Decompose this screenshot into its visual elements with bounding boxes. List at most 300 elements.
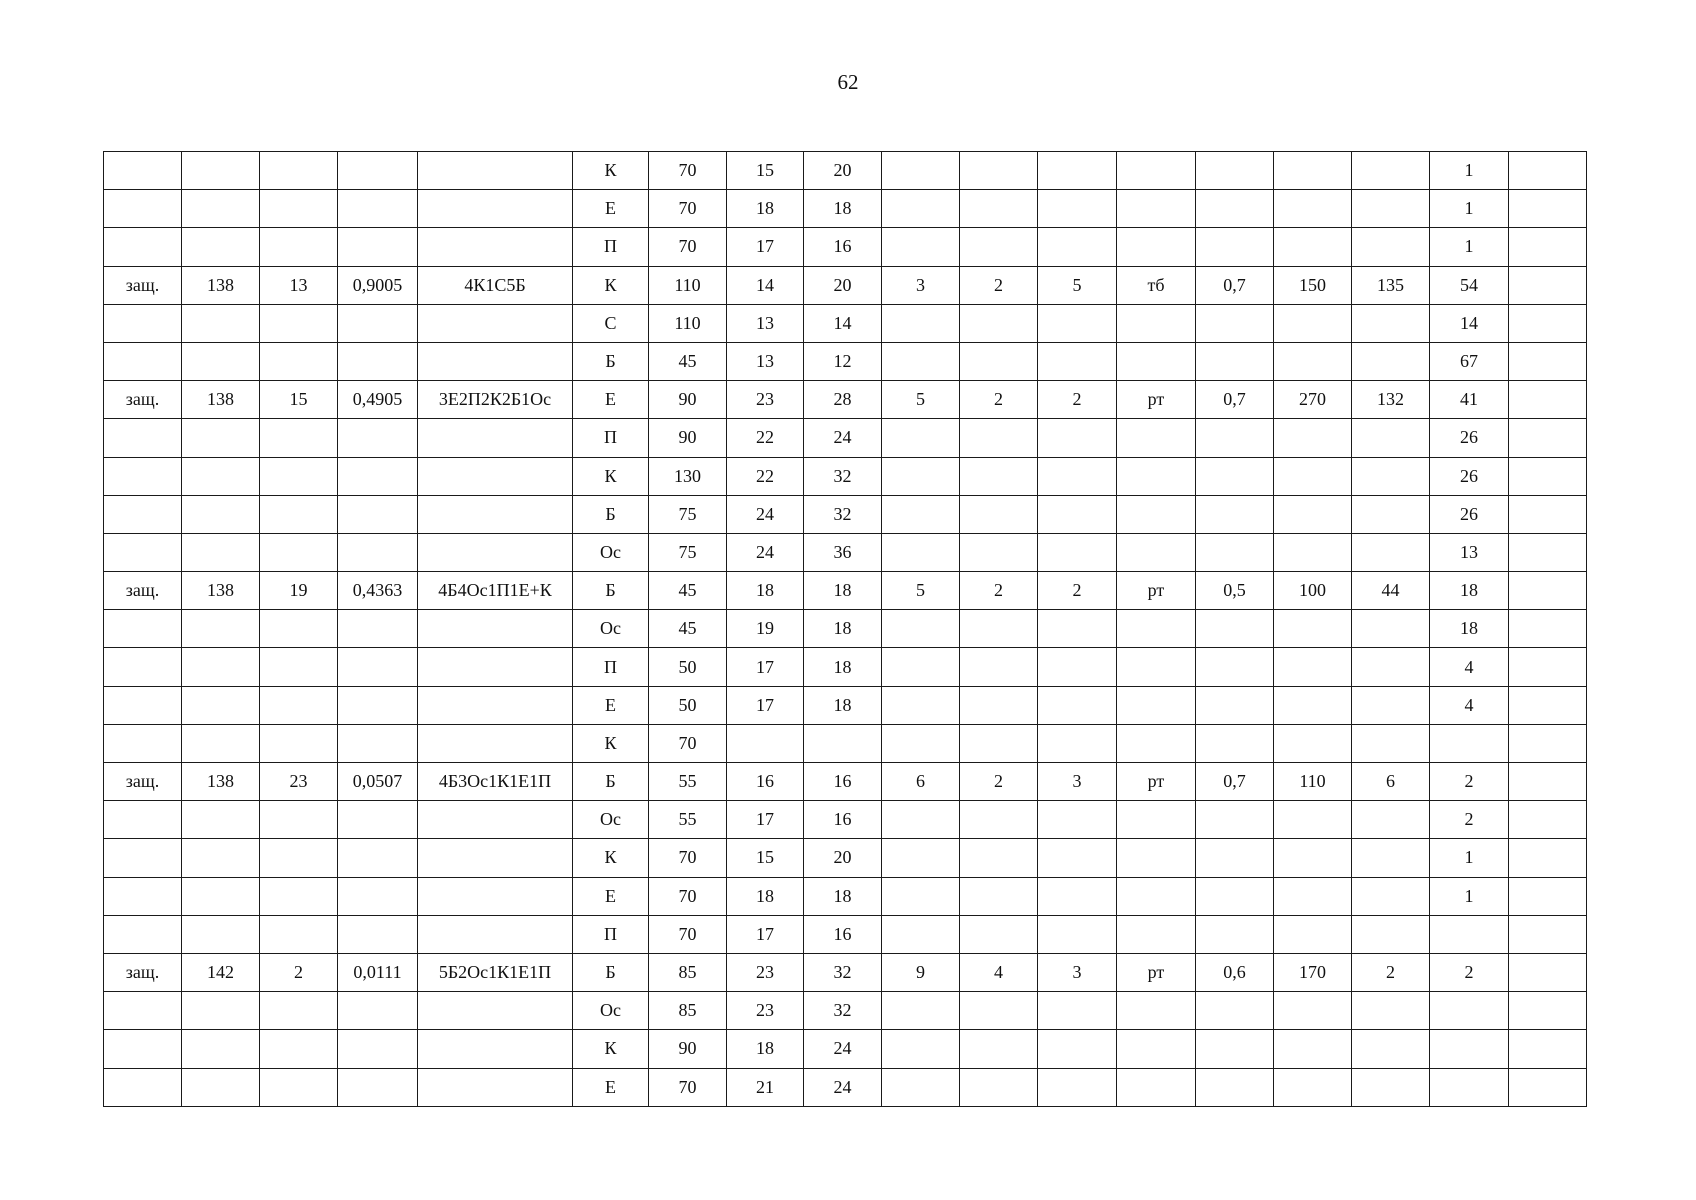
table-cell (1274, 152, 1352, 190)
table-cell (338, 686, 418, 724)
table-cell: 19 (727, 610, 804, 648)
table-cell (804, 724, 882, 762)
table-cell (1274, 495, 1352, 533)
table-cell (104, 419, 182, 457)
table-cell (1038, 495, 1117, 533)
table-cell: защ. (104, 763, 182, 801)
table-cell: 23 (727, 992, 804, 1030)
table-cell (1117, 304, 1196, 342)
table-cell (960, 610, 1038, 648)
table-cell (960, 495, 1038, 533)
table-cell (1196, 839, 1274, 877)
table-cell (882, 1068, 960, 1106)
table-cell (104, 495, 182, 533)
table-cell (338, 228, 418, 266)
table-cell (1352, 724, 1430, 762)
table-cell: защ. (104, 381, 182, 419)
table-cell: 5 (882, 572, 960, 610)
table-cell: 18 (804, 572, 882, 610)
table-cell: 2 (960, 266, 1038, 304)
table-cell (182, 342, 260, 380)
table-cell (1509, 152, 1587, 190)
table-cell (882, 419, 960, 457)
table-cell: 13 (727, 304, 804, 342)
table-cell (338, 801, 418, 839)
table-cell: П (573, 419, 649, 457)
table-row (104, 228, 1587, 266)
table-cell: 17 (727, 915, 804, 953)
table-cell (418, 839, 573, 877)
table-cell (182, 801, 260, 839)
table-cell (1274, 686, 1352, 724)
table-cell (260, 1068, 338, 1106)
table-cell: 4Б4Ос1П1Е+К (418, 572, 573, 610)
table-cell (418, 1068, 573, 1106)
table-cell: 26 (1430, 457, 1509, 495)
table-cell (338, 1068, 418, 1106)
table-cell (960, 419, 1038, 457)
table-cell (1509, 724, 1587, 762)
table-cell: 2 (1038, 572, 1117, 610)
table-cell: 0,7 (1196, 381, 1274, 419)
table-cell: 1 (1430, 839, 1509, 877)
table-cell (882, 228, 960, 266)
table-cell (1117, 801, 1196, 839)
table-cell (882, 801, 960, 839)
table-cell (1038, 877, 1117, 915)
table-cell (1274, 801, 1352, 839)
table-cell: защ. (104, 572, 182, 610)
table-cell: 132 (1352, 381, 1430, 419)
table-cell (182, 992, 260, 1030)
table-cell: 0,9005 (338, 266, 418, 304)
table-cell (260, 228, 338, 266)
table-cell: 16 (804, 228, 882, 266)
table-cell (960, 648, 1038, 686)
table-row (104, 152, 1587, 190)
table-cell (1038, 152, 1117, 190)
table-cell (1117, 992, 1196, 1030)
table-cell (1274, 533, 1352, 571)
table-cell (260, 724, 338, 762)
table-cell: 0,6 (1196, 953, 1274, 991)
table-cell (182, 457, 260, 495)
table-cell: Б (573, 495, 649, 533)
table-cell: К (573, 266, 649, 304)
table-cell (182, 1030, 260, 1068)
table-cell (1196, 801, 1274, 839)
table-cell: 150 (1274, 266, 1352, 304)
table-cell (1509, 381, 1587, 419)
table-cell (104, 342, 182, 380)
table-cell: 75 (649, 495, 727, 533)
table-cell: 16 (804, 915, 882, 953)
table-cell (882, 877, 960, 915)
table-cell: П (573, 648, 649, 686)
table-cell (1196, 190, 1274, 228)
table-cell (104, 648, 182, 686)
table-cell: 14 (804, 304, 882, 342)
table-cell (260, 839, 338, 877)
table-row (104, 342, 1587, 380)
table-cell: 24 (804, 1068, 882, 1106)
table-cell (882, 610, 960, 648)
table-cell (260, 342, 338, 380)
table-cell (182, 1068, 260, 1106)
table-cell (260, 190, 338, 228)
table-cell: 32 (804, 992, 882, 1030)
table-cell (338, 533, 418, 571)
table-row (104, 953, 1587, 991)
table-cell (1352, 610, 1430, 648)
table-cell (104, 724, 182, 762)
table-cell (260, 686, 338, 724)
table-cell: 32 (804, 457, 882, 495)
table-cell: 1 (1430, 877, 1509, 915)
table-cell: 18 (727, 877, 804, 915)
table-cell (260, 877, 338, 915)
table-cell (1352, 495, 1430, 533)
table-cell: 18 (804, 686, 882, 724)
table-cell: тб (1117, 266, 1196, 304)
table-cell: 110 (649, 304, 727, 342)
table-cell: 2 (1430, 953, 1509, 991)
table-cell (1352, 190, 1430, 228)
table-row (104, 266, 1587, 304)
table-cell: 138 (182, 381, 260, 419)
table-cell: 22 (727, 457, 804, 495)
table-cell (1038, 839, 1117, 877)
table-cell: 17 (727, 801, 804, 839)
table-cell (960, 342, 1038, 380)
table-cell: 26 (1430, 495, 1509, 533)
table-cell: 32 (804, 495, 882, 533)
table-cell (104, 1068, 182, 1106)
table-cell (1274, 915, 1352, 953)
table-cell: 1 (1430, 190, 1509, 228)
table-cell: 2 (960, 763, 1038, 801)
table-cell (1509, 228, 1587, 266)
table-row (104, 877, 1587, 915)
table-row (104, 610, 1587, 648)
table-cell (1274, 457, 1352, 495)
table-cell: Б (573, 342, 649, 380)
table-cell: 70 (649, 228, 727, 266)
table-cell (727, 724, 804, 762)
table-cell: 24 (727, 495, 804, 533)
table-cell (418, 495, 573, 533)
table-cell: 45 (649, 342, 727, 380)
table-cell (1509, 915, 1587, 953)
table-cell (1196, 1030, 1274, 1068)
table-cell (960, 877, 1038, 915)
table-row (104, 457, 1587, 495)
table-cell: К (573, 152, 649, 190)
table-cell (1196, 457, 1274, 495)
table-cell (1196, 877, 1274, 915)
table-cell (260, 648, 338, 686)
table-cell (1509, 495, 1587, 533)
table-cell: 0,0507 (338, 763, 418, 801)
table-cell (960, 228, 1038, 266)
table-cell: 0,5 (1196, 572, 1274, 610)
table-cell: 0,4905 (338, 381, 418, 419)
table-cell: 18 (727, 572, 804, 610)
table-cell (882, 686, 960, 724)
table-cell (1352, 228, 1430, 266)
table-cell: 15 (260, 381, 338, 419)
table-cell (418, 228, 573, 266)
table-cell: 13 (727, 342, 804, 380)
table-cell: Б (573, 763, 649, 801)
table-row (104, 915, 1587, 953)
table-cell: 19 (260, 572, 338, 610)
table-cell (882, 304, 960, 342)
table-cell (418, 610, 573, 648)
table-cell: 75 (649, 533, 727, 571)
table-cell (1509, 992, 1587, 1030)
table-cell (1509, 572, 1587, 610)
table-cell (418, 915, 573, 953)
table-cell (418, 533, 573, 571)
table-cell: 5 (1038, 266, 1117, 304)
table-cell (1274, 228, 1352, 266)
table-cell (260, 1030, 338, 1068)
table-cell: К (573, 1030, 649, 1068)
table-cell: 170 (1274, 953, 1352, 991)
table-cell: 2 (1352, 953, 1430, 991)
table-cell: 16 (804, 801, 882, 839)
table-cell: 44 (1352, 572, 1430, 610)
table-cell (1274, 839, 1352, 877)
table-cell (1509, 839, 1587, 877)
table-cell: 4 (960, 953, 1038, 991)
table-cell (882, 533, 960, 571)
table-cell (960, 152, 1038, 190)
table-cell (418, 724, 573, 762)
table-cell: 18 (1430, 572, 1509, 610)
table-cell (418, 877, 573, 915)
table-cell: 22 (727, 419, 804, 457)
table-row (104, 1030, 1587, 1068)
table-cell: 23 (260, 763, 338, 801)
table-cell: 28 (804, 381, 882, 419)
table-cell (1117, 915, 1196, 953)
table-cell (1509, 801, 1587, 839)
table-cell: рт (1117, 381, 1196, 419)
table-row (104, 839, 1587, 877)
table-cell (1352, 533, 1430, 571)
table-cell (182, 686, 260, 724)
table-cell: 23 (727, 953, 804, 991)
table-cell (1509, 457, 1587, 495)
table-cell (1509, 190, 1587, 228)
table-cell (1038, 190, 1117, 228)
table-cell: 12 (804, 342, 882, 380)
table-cell (1352, 839, 1430, 877)
table-cell (1430, 724, 1509, 762)
table-cell (1274, 342, 1352, 380)
table-cell (1038, 648, 1117, 686)
table-cell: 16 (804, 763, 882, 801)
table-cell: 18 (804, 877, 882, 915)
table-cell: 54 (1430, 266, 1509, 304)
table-cell: 110 (1274, 763, 1352, 801)
table-cell (338, 1030, 418, 1068)
table-cell: 14 (727, 266, 804, 304)
table-cell (1038, 724, 1117, 762)
table-cell (104, 533, 182, 571)
table-cell (1274, 1068, 1352, 1106)
table-row (104, 992, 1587, 1030)
table-cell: 18 (804, 610, 882, 648)
table-cell: рт (1117, 953, 1196, 991)
table-cell (882, 839, 960, 877)
table-cell: 67 (1430, 342, 1509, 380)
table-cell (1117, 457, 1196, 495)
table-cell: Е (573, 686, 649, 724)
table-cell (182, 533, 260, 571)
table-cell (260, 495, 338, 533)
table-cell (338, 342, 418, 380)
table-cell (1117, 152, 1196, 190)
table-cell (1352, 686, 1430, 724)
table-cell (104, 610, 182, 648)
table-cell (418, 190, 573, 228)
table-cell (1509, 877, 1587, 915)
table-cell (1274, 1030, 1352, 1068)
table-cell: 2 (1038, 381, 1117, 419)
table-cell (1352, 992, 1430, 1030)
table-cell: Б (573, 572, 649, 610)
table-cell (1196, 1068, 1274, 1106)
table-row (104, 495, 1587, 533)
table-cell (960, 457, 1038, 495)
table-cell (1352, 648, 1430, 686)
table-cell (418, 152, 573, 190)
table-cell (1038, 1030, 1117, 1068)
table-cell (1117, 724, 1196, 762)
table-cell: 24 (727, 533, 804, 571)
table-cell: защ. (104, 953, 182, 991)
table-cell (182, 724, 260, 762)
table-cell (882, 342, 960, 380)
table-cell (1274, 610, 1352, 648)
table-cell (182, 304, 260, 342)
table-cell: 9 (882, 953, 960, 991)
table-cell: 4 (1430, 686, 1509, 724)
table-cell (1117, 610, 1196, 648)
table-cell (338, 839, 418, 877)
table-cell: 142 (182, 953, 260, 991)
table-row (104, 801, 1587, 839)
table-cell (1196, 304, 1274, 342)
table-cell (1509, 342, 1587, 380)
table-cell (260, 419, 338, 457)
table-cell: 16 (727, 763, 804, 801)
table-cell (882, 457, 960, 495)
table-cell (1196, 533, 1274, 571)
table-cell: 20 (804, 266, 882, 304)
table-cell (960, 992, 1038, 1030)
table-cell: 70 (649, 152, 727, 190)
table-cell (1117, 1030, 1196, 1068)
table-cell (882, 992, 960, 1030)
table-cell (1038, 228, 1117, 266)
table-cell (1352, 1030, 1430, 1068)
table-cell: 18 (804, 190, 882, 228)
table-cell (182, 495, 260, 533)
table-cell: 138 (182, 763, 260, 801)
table-cell: 270 (1274, 381, 1352, 419)
table-cell: П (573, 915, 649, 953)
table-cell (1352, 419, 1430, 457)
table-cell: 138 (182, 572, 260, 610)
table-cell (1038, 419, 1117, 457)
table-cell: П (573, 228, 649, 266)
table-cell (882, 495, 960, 533)
table-cell: 21 (727, 1068, 804, 1106)
table-cell: 3Е2П2К2Б1Ос (418, 381, 573, 419)
table-cell: 90 (649, 381, 727, 419)
table-cell (882, 915, 960, 953)
table-cell (960, 801, 1038, 839)
table-row (104, 686, 1587, 724)
forest-inventory-table (103, 151, 1587, 1107)
table-cell (1274, 648, 1352, 686)
table-cell (1274, 419, 1352, 457)
table-cell: 0,7 (1196, 763, 1274, 801)
table-cell (260, 457, 338, 495)
table-cell: 70 (649, 839, 727, 877)
table-cell: Е (573, 1068, 649, 1106)
table-cell (338, 190, 418, 228)
table-cell (1509, 763, 1587, 801)
table-cell (1196, 724, 1274, 762)
table-cell: 24 (804, 419, 882, 457)
table-cell (1509, 648, 1587, 686)
table-cell (1352, 342, 1430, 380)
table-cell: Ос (573, 533, 649, 571)
table-cell: 85 (649, 992, 727, 1030)
table-cell (182, 152, 260, 190)
table-cell (1509, 533, 1587, 571)
table-cell (882, 724, 960, 762)
table-cell: 20 (804, 152, 882, 190)
table-cell (104, 801, 182, 839)
table-cell (338, 457, 418, 495)
table-cell: 36 (804, 533, 882, 571)
table-cell (960, 839, 1038, 877)
table-cell (182, 877, 260, 915)
table-cell (960, 304, 1038, 342)
table-cell (418, 304, 573, 342)
table-row (104, 572, 1587, 610)
table-cell (1117, 342, 1196, 380)
table-cell (960, 724, 1038, 762)
table-cell (1430, 992, 1509, 1030)
table-cell (418, 342, 573, 380)
table-cell (1038, 686, 1117, 724)
table-cell (882, 648, 960, 686)
table-cell: 13 (260, 266, 338, 304)
table-row (104, 381, 1587, 419)
table-cell: 45 (649, 572, 727, 610)
table-cell: 70 (649, 1068, 727, 1106)
table-cell (260, 992, 338, 1030)
table-row (104, 1068, 1587, 1106)
table-cell (960, 1068, 1038, 1106)
